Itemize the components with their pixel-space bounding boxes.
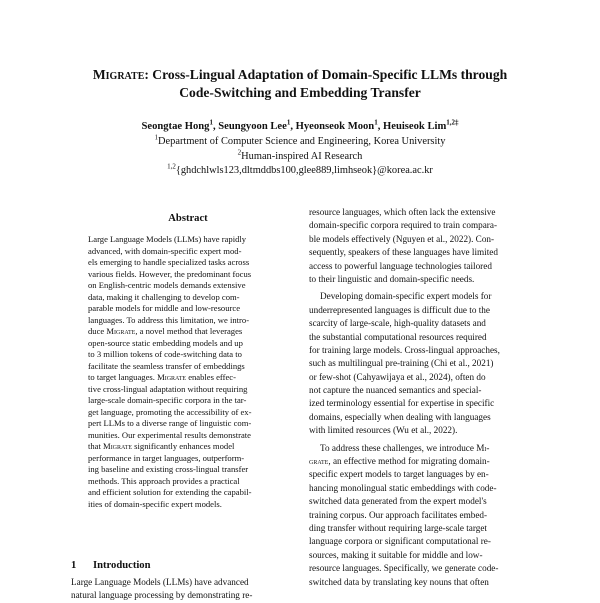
- text-line: training corpus. Our approach facilitates embed-: [309, 509, 488, 520]
- text-line: tive cross-lingual adaptation without requiring: [88, 383, 248, 394]
- text-line: To address these challenges, we introduce Mi-: [320, 442, 490, 453]
- author-name: Seungyoon Lee: [218, 121, 287, 132]
- text-line: open-source static embedding models and up: [88, 337, 243, 348]
- text-line: large-scale domain-specific corpora in the tar-: [88, 395, 247, 405]
- text-line: and efficient solution for extending the capabil-: [88, 487, 252, 497]
- text-line: to their linguistic and domain-specific needs.: [309, 273, 475, 284]
- affil-mark: 2: [237, 148, 242, 157]
- text-line: methods. This approach provides a practical: [88, 475, 240, 486]
- text-line: with limited resources (Wu et al., 2022).: [309, 425, 458, 436]
- text-line: els emerging to handle specialized tasks across: [88, 257, 250, 267]
- paper-title: [50, 66, 550, 102]
- author-affil-mark: 1: [374, 118, 378, 127]
- section-number: 1: [71, 560, 77, 571]
- text-line: switched data generated from the expert model's: [309, 496, 487, 507]
- text-line: facilitate the seamless transfer of embeddings: [88, 360, 245, 371]
- text-line: such as multilingual pre-training (Chi et al., 2021): [309, 358, 494, 369]
- author-name: Heuiseok Lim: [383, 121, 447, 132]
- text-line: ities of domain-specific expert models.: [88, 498, 222, 509]
- text-line: scarcity of large-scale, high-quality datasets and: [309, 318, 486, 329]
- introduction-body: [71, 576, 301, 603]
- text-line: resource languages. Specifically, we generate code-: [309, 563, 499, 574]
- text-line: grate, an effective method for migrating domain-: [309, 456, 490, 467]
- text-line: ble models effectively (Nguyen et al., 2022). Con-: [309, 233, 495, 244]
- title-line-1: [50, 66, 550, 84]
- text-line: resource languages, which often lack the extensive: [309, 207, 496, 217]
- text-line: languages. To address this limitation, we intro-: [88, 314, 250, 325]
- text-line: duce Migrate, a novel method that leverages: [88, 326, 243, 336]
- section-heading-introduction: [71, 559, 301, 573]
- author-name: Seongtae Hong: [141, 121, 210, 132]
- text-line: sequently, speakers of these languages have limited: [309, 247, 498, 258]
- text-line: advanced, with domain-specific expert mod-: [88, 245, 242, 256]
- text-line: ding transfer without requiring large-scale target: [309, 522, 487, 533]
- text-line: language corpora or significant computational re-: [309, 536, 491, 547]
- text-line: ing baseline and existing cross-lingual transfer: [88, 464, 249, 474]
- text-line: parable models for middle and low-resource: [88, 303, 241, 313]
- affiliation-2: [40, 150, 560, 164]
- text-line: sources, making it suitable for middle and low-: [309, 549, 483, 560]
- affil-mark: 1: [154, 133, 159, 142]
- text-line: on English-centric models demands extensive: [88, 280, 246, 290]
- affiliation-text: Human-inspired AI Research: [241, 151, 363, 162]
- text-line: hancing monolingual static embeddings with code-: [309, 482, 497, 493]
- email-text: {ghdchlwls123,dltmddbs100,glee889,limhseok}@korea.ac.kr: [175, 165, 433, 176]
- text-line: natural language processing by demonstrating re-: [71, 590, 253, 601]
- text-line: Large Language Models (LLMs) have advanced: [71, 577, 249, 587]
- text-line: Large Language Models (LLMs) have rapidly: [88, 234, 247, 244]
- text-line: performance in target languages, outperform-: [88, 452, 245, 463]
- text-line: domains, especially when dealing with languages: [309, 411, 491, 422]
- affil-mark: 1,2: [167, 162, 176, 171]
- text-line: domain-specific corpora required to train compara-: [309, 220, 498, 231]
- author-affil-mark: 1,2‡: [446, 118, 459, 127]
- text-line: specific expert models to target languages by en-: [309, 469, 489, 480]
- text-line: switched data by translating key nouns that often: [309, 576, 489, 587]
- abstract-body: [88, 234, 288, 510]
- text-line: or few-shot (Cahyawijaya et al., 2024), often do: [309, 371, 486, 382]
- text-line: data, making it challenging to develop com-: [88, 291, 240, 302]
- text-line: get language, promoting the accessibility of ex-: [88, 406, 252, 417]
- text-line: the substantial computational resources required: [309, 331, 487, 342]
- text-line: access to powerful language technologies tailored: [309, 260, 492, 271]
- text-line: munities. Our experimental results demonstrate: [88, 429, 252, 440]
- method-name: Migrate: [92, 67, 145, 82]
- affiliation-text: Department of Computer Science and Engineering, Korea University: [158, 136, 446, 147]
- right-column-body: [309, 206, 541, 589]
- affiliation-1: [40, 135, 560, 149]
- title-line-2: Code-Switching and Embedding Transfer: [179, 85, 421, 100]
- text-line: Developing domain-specific expert models for: [320, 291, 492, 302]
- text-line: for training large models. Cross-lingual approaches,: [309, 344, 500, 355]
- author-name: Hyeonseok Moon: [295, 121, 375, 132]
- text-line: to target languages. Migrate enables effec-: [88, 372, 236, 382]
- title-line-1-rest: : Cross-Lingual Adaptation of Domain-Specific LLMs through: [144, 67, 508, 82]
- abstract-heading: Abstract: [168, 213, 208, 224]
- author-emails: [40, 164, 560, 178]
- text-line: to 3 million tokens of code-switching data to: [88, 349, 242, 359]
- author-affil-mark: 1: [209, 118, 213, 127]
- text-line: underrepresented languages is difficult due to the: [309, 304, 490, 315]
- text-line: that Migrate significantly enhances model: [88, 441, 235, 451]
- text-line: various fields. However, the predominant focus: [88, 268, 252, 279]
- text-line: ized terminology essential for expertise in specific: [309, 398, 495, 409]
- author-list: Seongtae Hong$^1$, Seungyoon Lee$^1$, Hyeonseok Moon$^1$, Heuiseok Lim$^{1,2\ddagger}$: [141, 118, 459, 132]
- text-line: pert LLMs to a diverse range of linguistic com-: [88, 418, 252, 428]
- author-affil-mark: 1: [286, 118, 291, 127]
- section-title: Introduction: [93, 560, 151, 571]
- text-line: not capture the nuanced semantics and special-: [309, 385, 482, 396]
